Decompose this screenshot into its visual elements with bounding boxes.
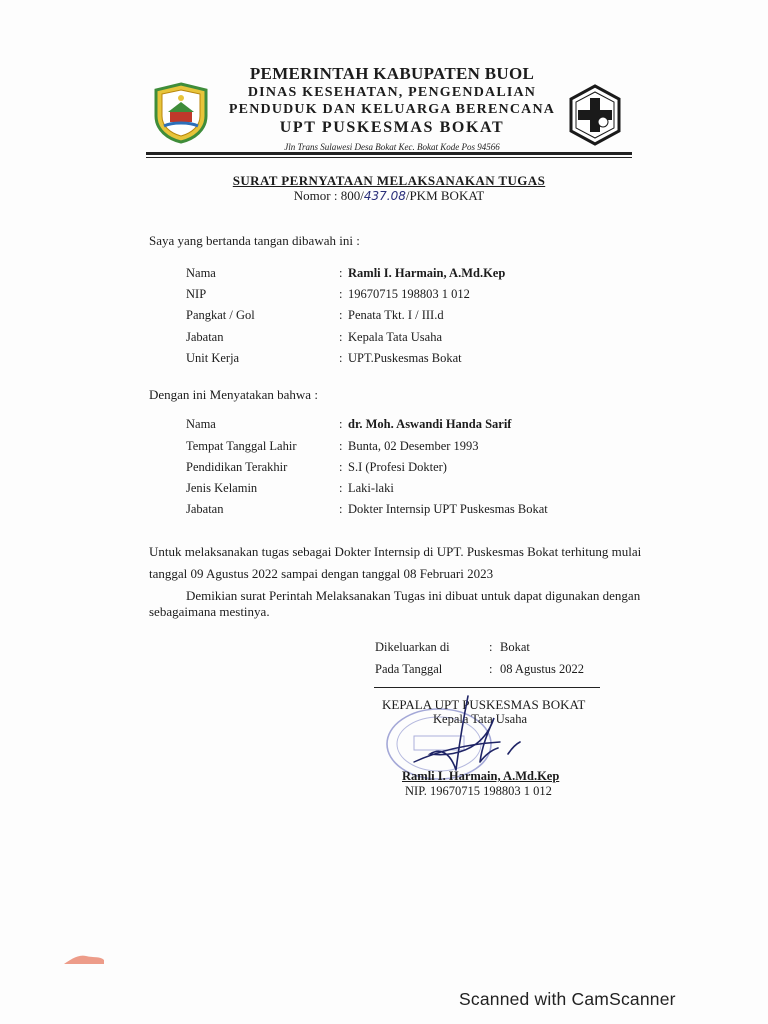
letterhead-government: PEMERINTAH KABUPATEN BUOL — [249, 64, 535, 83]
signatory-value-name: Ramli I. Harmain, A.Md.Kep — [348, 266, 506, 280]
subject-value-education: S.I (Profesi Dokter) — [348, 460, 447, 474]
body-line-1: Untuk melaksanakan tugas sebagai Dokter Internsip di UPT. Puskesmas Bokat terhitung mulai — [149, 544, 642, 559]
subject-label-position: Jabatan — [186, 502, 224, 516]
signatory-value-rank: Penata Tkt. I / III.d — [348, 308, 444, 322]
scan-smudge — [62, 950, 106, 966]
letterhead-rule-thick — [146, 152, 632, 155]
letter-number-handwritten: 437.08 — [363, 189, 406, 203]
body-line-2: tanggal 09 Agustus 2022 sampai dengan tanggal 08 Februari 2023 — [149, 566, 494, 581]
issued-place-value: Bokat — [500, 640, 530, 654]
colon: : — [339, 308, 343, 322]
colon: : — [339, 502, 343, 516]
subject-label-birth: Tempat Tanggal Lahir — [186, 439, 297, 453]
signatory-label-position: Jabatan — [186, 330, 224, 344]
colon: : — [339, 460, 343, 474]
colon: : — [339, 417, 343, 431]
colon: : — [339, 266, 343, 280]
letterhead — [222, 64, 562, 154]
letterhead-department-cont: PENDUDUK DAN KELUARGA BERENCANA — [228, 102, 556, 117]
letter-number — [150, 188, 628, 204]
letterhead-address: Jln Trans Sulawesi Desa Bokat Kec. Bokat Kode Pos 94566 — [284, 142, 500, 152]
subject-value-name: dr. Moh. Aswandi Handa Sarif — [348, 417, 512, 431]
signatory-nip: NIP. 19670715 198803 1 012 — [405, 784, 552, 798]
letterhead-department: DINAS KESEHATAN, PENGENDALIAN — [247, 85, 537, 100]
closing-line-1: Demikian surat Perintah Melaksanakan Tugas ini dibuat untuk dapat digunakan dengan — [186, 588, 641, 603]
puskesmas-emblem-icon — [567, 84, 623, 146]
issued-date-label: Pada Tanggal — [375, 662, 443, 676]
colon: : — [339, 330, 343, 344]
subject-label-name: Nama — [186, 417, 216, 431]
colon: : — [339, 351, 343, 365]
signatory-label-unit: Unit Kerja — [186, 351, 240, 365]
declares-text: Dengan ini Menyatakan bahwa : — [149, 387, 318, 402]
signatory-label-rank: Pangkat / Gol — [186, 308, 255, 322]
subject-value-position: Dokter Internsip UPT Puskesmas Bokat — [348, 502, 548, 516]
signatory-value-position: Kepala Tata Usaha — [348, 330, 442, 344]
letterhead-unit: UPT PUSKESMAS BOKAT — [279, 119, 505, 136]
colon: : — [489, 662, 493, 676]
closing-line-2: sebagaimana mestinya. — [149, 604, 270, 619]
signatory-label-name: Nama — [186, 266, 216, 280]
colon: : — [339, 481, 343, 495]
camscanner-watermark: Scanned with CamScanner — [459, 989, 676, 1009]
issued-place-label: Dikeluarkan di — [375, 640, 450, 654]
subject-label-gender: Jenis Kelamin — [186, 481, 258, 495]
colon: : — [489, 640, 493, 654]
signature-rule — [374, 687, 600, 688]
signature-office: KEPALA UPT PUSKESMAS BOKAT — [382, 697, 586, 712]
subject-value-birth: Bunta, 02 Desember 1993 — [348, 439, 479, 453]
letterhead-rule-thin — [146, 157, 632, 158]
regency-crest-icon — [152, 82, 210, 144]
signatory-value-unit: UPT.Puskesmas Bokat — [348, 351, 462, 365]
colon: : — [339, 439, 343, 453]
signatory-name: Ramli I. Harmain, A.Md.Kep — [402, 769, 560, 783]
signatory-value-nip: 19670715 198803 1 012 — [348, 287, 470, 301]
letter-title: SURAT PERNYATAAN MELAKSANAKAN TUGAS — [232, 173, 546, 188]
signatory-label-nip: NIP — [186, 287, 207, 301]
subject-value-gender: Laki-laki — [348, 481, 394, 495]
colon: : — [339, 287, 343, 301]
letter-number-prefix: Nomor : 800/ — [293, 188, 364, 203]
intro-text: Saya yang bertanda tangan dibawah ini : — [149, 233, 360, 248]
issued-date-value: 08 Agustus 2022 — [500, 662, 585, 676]
letter-number-suffix: /PKM BOKAT — [405, 188, 485, 203]
signature-role: Kepala Tata Usaha — [433, 712, 527, 726]
subject-label-education: Pendidikan Terakhir — [186, 460, 288, 474]
